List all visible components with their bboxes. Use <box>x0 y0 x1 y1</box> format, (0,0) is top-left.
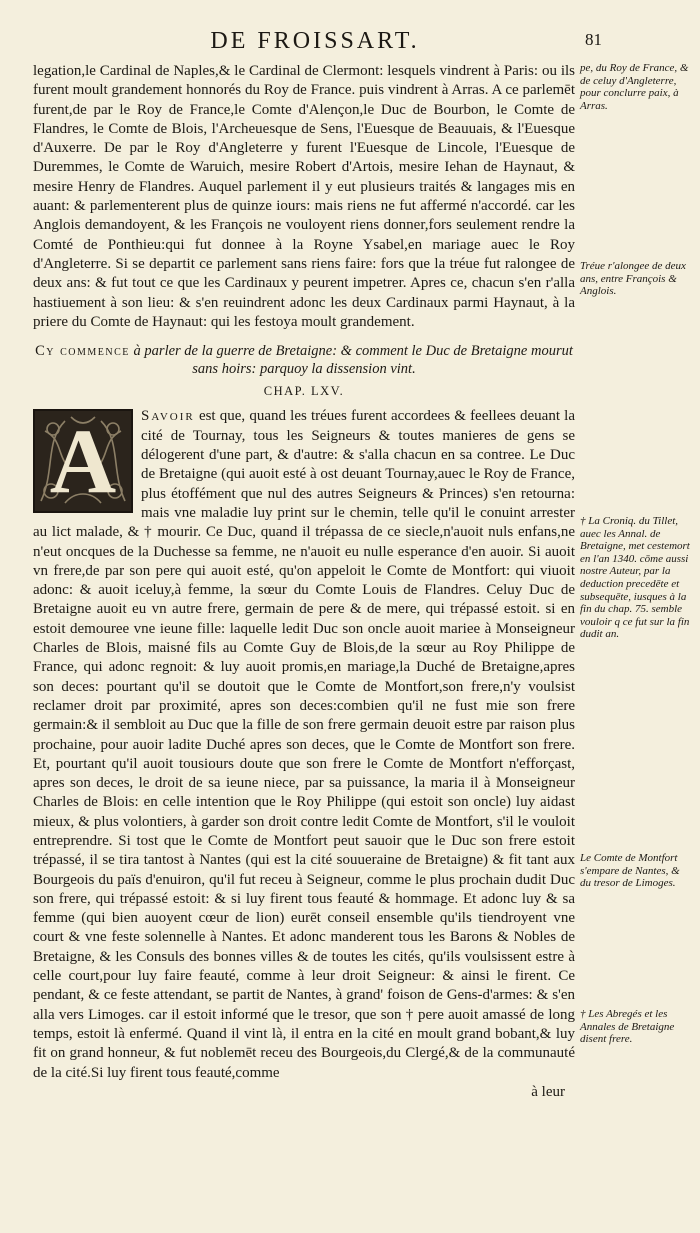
initial-letter: A <box>49 410 117 513</box>
margin-note-3: † La Croniq. du Tillet, auec les Annal. de Bretaigne, met cestemort en l'an 1340. cōme aussi nostre Auteur, par la deduction precedēte et subsequēte, iusques à la fin du chap. 75. semble vouloir q ce fut sur la fin dudit an. <box>580 515 690 641</box>
page-number: 81 <box>585 30 602 49</box>
chapter-heading <box>33 342 575 378</box>
running-head: DE FROISSART. <box>210 28 420 54</box>
heading-rest: à parler de la guerre de Bretaigne: & comment le Duc de Bretaigne mourut sans hoirs: parquoy la dissension vint. <box>133 343 573 378</box>
opening-word: Savoir <box>141 408 195 425</box>
body-paragraph <box>33 407 575 1082</box>
top-paragraph: legation,le Cardinal de Naples,& le Cardinal de Clermont: lesquels vindrent à Paris: ou ils furent moult grandement honnorés du Roy de France. puis vindrent à Arras. A ce parlemēt furent,de par le Roy de France,le Comte d'Alençon,le Duc de Bourbon, le Comte de Flandres, le Comte de Blois, l'Archeuesque de Sens, l'Euesque de Beauuais, & l'Euesque d'Auxerre. De par le Roy d'Angleterre y furent l'Euesque de Lincole, l'Euesque de Duremmes, le Comte de Waruich, mesire Robert d'Artois, mesire Iehan de Haynaut, & mesire Henry de Flandres. Auquel parlement il y eut plusieurs traités & langages mis en auant: & parlementerent plus de quinze iours: mais riens ne fut affermé n'accordé. car les Anglois demandoyent, & les François ne vouloyent riens donner,fors seulement rendre la Comté de Ponthieu:qui fut donnee à la Royne Ysabel,en mariage auec le Roy d'Angleterre. Si se departit ce parlement sans riens faire: fors que la tréue fut ralongee de deux ans: & fut tout ce que les Cardinaux y peurent impetrer. Apres ce, chacun s'en r'alla hastiuement à son lieu: & s'en reuindrent adonc les deux Cardinaux parmi Haynaut, à la priere du Comte de Haynaut: qui les festoya moult grandement. <box>33 63 575 330</box>
margin-note-1: pe, du Roy de France, & de celuy d'Angleterre, pour conclurre paix, à Arras. <box>580 62 689 112</box>
catchword: à leur <box>531 1083 565 1100</box>
margin-note-5: † Les Abregés et les Annales de Bretaigne disent frere. <box>580 1008 675 1046</box>
margin-note-2: Tréue r'alongee de deux ans, entre François & Anglois. <box>580 260 686 298</box>
body-text: est que, quand les tréues furent accordees & feellees deuant la cité de Tournay, tous les Seigneurs & toutes manieres de gens se délogerent d'une part, & d'autre: & s'alla chacun en sa contree. Le Duc de Bretaigne (qui auoit esté à ost deuant Tournay,auec le Roy de France, plus étoffément que nul des autres Seigneurs & Princes) s'en retourna: mais vne maladie luy print sur le chemin, telle qu'il le conuint arrester au lict malade, & † mourir. Ce Duc, quand il trépassa de ce siecle,n'auoit nuls enfans,ne n'eut oncques de la Duchesse sa femme, ne n'auoit eu nulle esperance d'en auoir. Si auoit vn frere,de par son pere qui auoit esté, qu'on appeloit le Comte de Montfort: qui viuoit adonc: & auoit iceluy,à femme, la sœur du Comte Louis de Flandres. Celuy Duc de Bretaigne auoit eu vn autre frere, germain de pere & de mere, qui trépassé estoit. si en estoit demouree vne ieune fille: laquelle ledit Duc son oncle auoit mariee à Monseigneur Charles de Blois, maisné fils au Comte Guy de Blois,de la sœur au Roy Philippe de France, qui adonc regnoit: & luy auoit promis,en mariage,la Duché de Bretaigne,apres son deces: pourtant qu'il se doutoit que le Comte de Montfort,son frere,n'y voulsist reclamer droit par proximité, apres son deces:combien qu'il ne fust mie son frere germain:& il sembloit au Duc que la fille de son frere germain deuoit estre par raison plus prochaine, pour auoir ladite Duché apres son deces, que le Comte de Montfort son frere. Et, pourtant qu'il auoit tousiours doute que son frere le Comte de Montfort n'efforçast, apres son deces, le droit de sa ieune niece, par sa puissance, la maria il à Monseigneur Charles de Blois: en celle intention que le Roy Philippe (qui estoit son oncle) luy aidast mieux, & plus volontiers, à garder son droit contre ledit Comte de Montfort, s'il le vouloit entreprendre. Si tost que le Comte de Montfort peut sauoir que le Duc son frere estoit trépassé, il se tira tantost à Nantes (qui est la cité souueraine de Bretaigne) & fit tant aux Bourgeois du païs d'enuiron, qu'il fut receu à Seigneur, comme le plus prochain dudit Duc son frere, qui trépassé estoit: & si luy firent tous feauté & hommage. Et adonc luy & sa femme (qui bien auoyent cœur de lion) eurēt conseil ensemble qu'ils tiendroyent vne court & vne feste solennelle à Nantes. Et adonc manderent tous les Barons & Nobles de Bretaigne, & les Consuls des bonnes villes & de toutes les cités, qu'ils voulsissent estre à celle court,pour luy faire feauté, comme à leur droit Seigneur: & ainsi le firent. Ce pendant, & ce feste attendant, se partit de Nantes, à grand' foison de Gens-d'armes: & s'en alla vers Limoges. car il estoit informé que le tresor, que son † pere auoit amassé de long temps, estoit là enfermé. Quand il vint là, il entra en la cité en moult grand bobant,& luy fit on grand honneur, & fut noblemēt receu des Bourgeois,du Clergé,& de la communauté de la cité.Si luy firent tous feauté,comme <box>33 408 576 1081</box>
ornamental-initial <box>33 409 133 513</box>
main-text-column <box>33 62 575 1102</box>
heading-lead: Cy commence <box>35 343 130 360</box>
chapter-number: CHAP. LXV. <box>263 384 345 399</box>
margin-note-4: Le Comte de Montfort s'empare de Nantes, & du tresor de Limoges. <box>580 852 680 890</box>
